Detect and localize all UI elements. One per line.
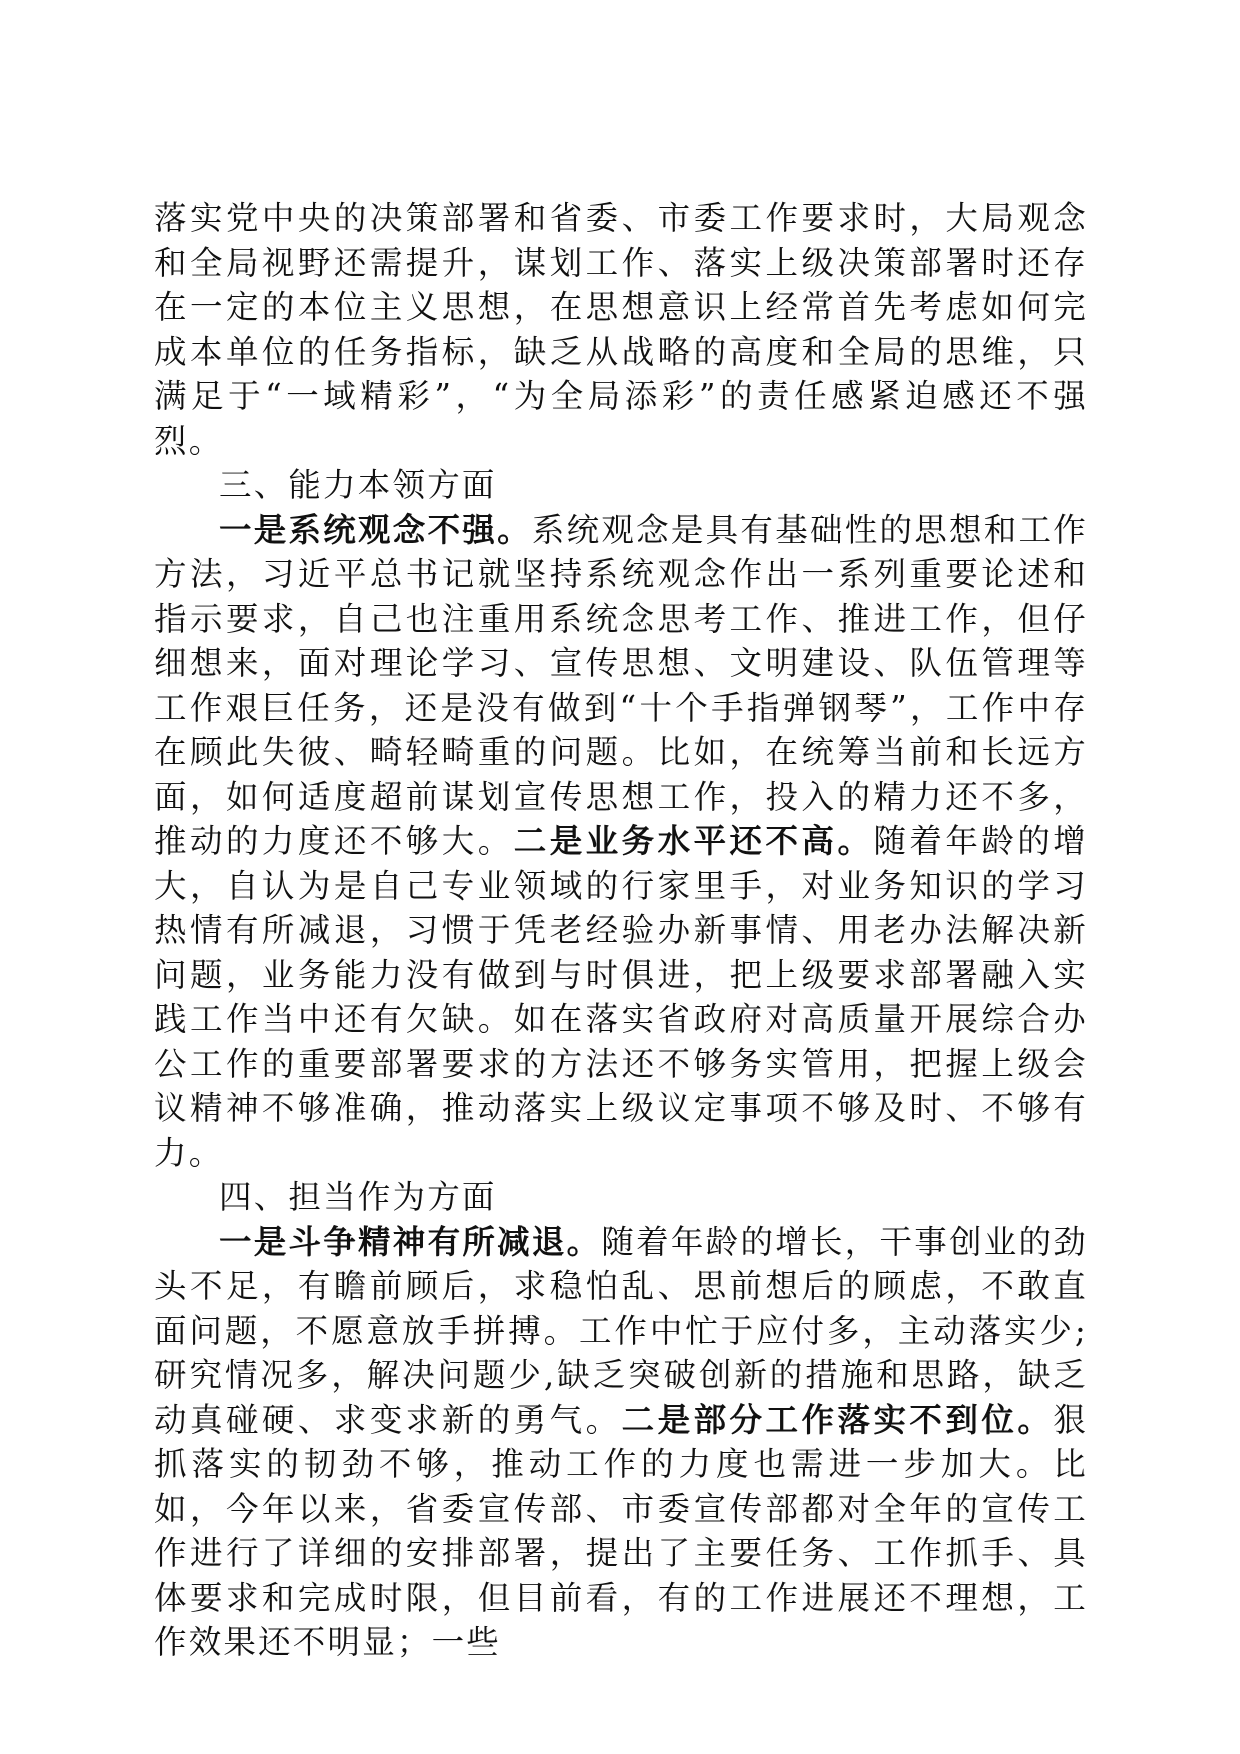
ability-paragraph	[154, 508, 1088, 1176]
intro-paragraph	[154, 196, 1088, 463]
ability-point-2-text: 随着年龄的增大，自认为是自己专业领域的行家里手，对业务知识的学习热情有所减退，习惯于凭老经验办新事情、用老办法解决新问题，业务能力没有做到与时俱进，把上级要求部署融入实践工作当中还有欠缺。如在落实省政府对高质量开展综合办公工作的重要部署要求的方法还不够务实管用，把握上级会议精神不够准确，推动落实上级议定事项不够及时、不够有力。	[154, 822, 1088, 1172]
responsibility-paragraph	[154, 1220, 1088, 1665]
ability-point-2-title: 二是业务水平还不高。	[513, 822, 874, 860]
responsibility-point-2-text: 狠抓落实的韧劲不够，推动工作的力度也需进一步加大。比如，今年以来，省委宣传部、市委宣传部都对全年的宣传工作进行了详细的安排部署，提出了主要任务、工作抓手、具体要求和完成时限，但目前看，有的工作进展还不理想，工作效果还不明显；一些	[154, 1400, 1088, 1661]
ability-point-1-title: 一是系统观念不强。	[219, 510, 532, 549]
document-body	[154, 196, 1088, 1665]
section-heading-responsibility	[154, 1175, 1088, 1220]
responsibility-point-2-title: 二是部分工作落实不到位。	[621, 1400, 1054, 1439]
responsibility-point-1-title: 一是斗争精神有所减退。	[219, 1222, 602, 1261]
responsibility-point-1-text: 随着年龄的增长，干事创业的劲头不足，有瞻前顾后，求稳怕乱、思前想后的顾虑，不敢直面问题，不愿意放手拼搏。工作中忙于应付多，主动落实少;研究情况多，解决问题少,缺乏突破创新的措施和思路，缺乏动真碰硬、求变求新的勇气。	[154, 1222, 1088, 1439]
intro-text: 落实党中央的决策部署和省委、市委工作要求时，大局观念和全局视野还需提升，谋划工作、落实上级决策部署时还存在一定的本位主义思想，在思想意识上经常首先考虑如何完成本单位的任务指标，缺乏从战略的高度和全局的思维，只满足于“一域精彩”，“为全局添彩”的责任感紧迫感还不强烈。	[154, 199, 1088, 460]
section-heading-ability	[154, 463, 1088, 508]
ability-point-1-text: 系统观念是具有基础性的思想和工作方法，习近平总书记就坚持系统观念作出一系列重要论述和指示要求，自己也注重用系统念思考工作、推进工作，但仔细想来，面对理论学习、宣传思想、文明建设、队伍管理等工作艰巨任务，还是没有做到“十个手指弹钢琴”，工作中存在顾此失彼、畸轻畸重的问题。比如，在统筹当前和长远方面，如何适度超前谋划宣传思想工作，投入的精力还不多，推动的力度还不够大。	[154, 510, 1088, 860]
section-heading-responsibility-text: 四、担当作为方面	[219, 1178, 497, 1216]
section-heading-ability-text: 三、能力本领方面	[219, 466, 497, 504]
